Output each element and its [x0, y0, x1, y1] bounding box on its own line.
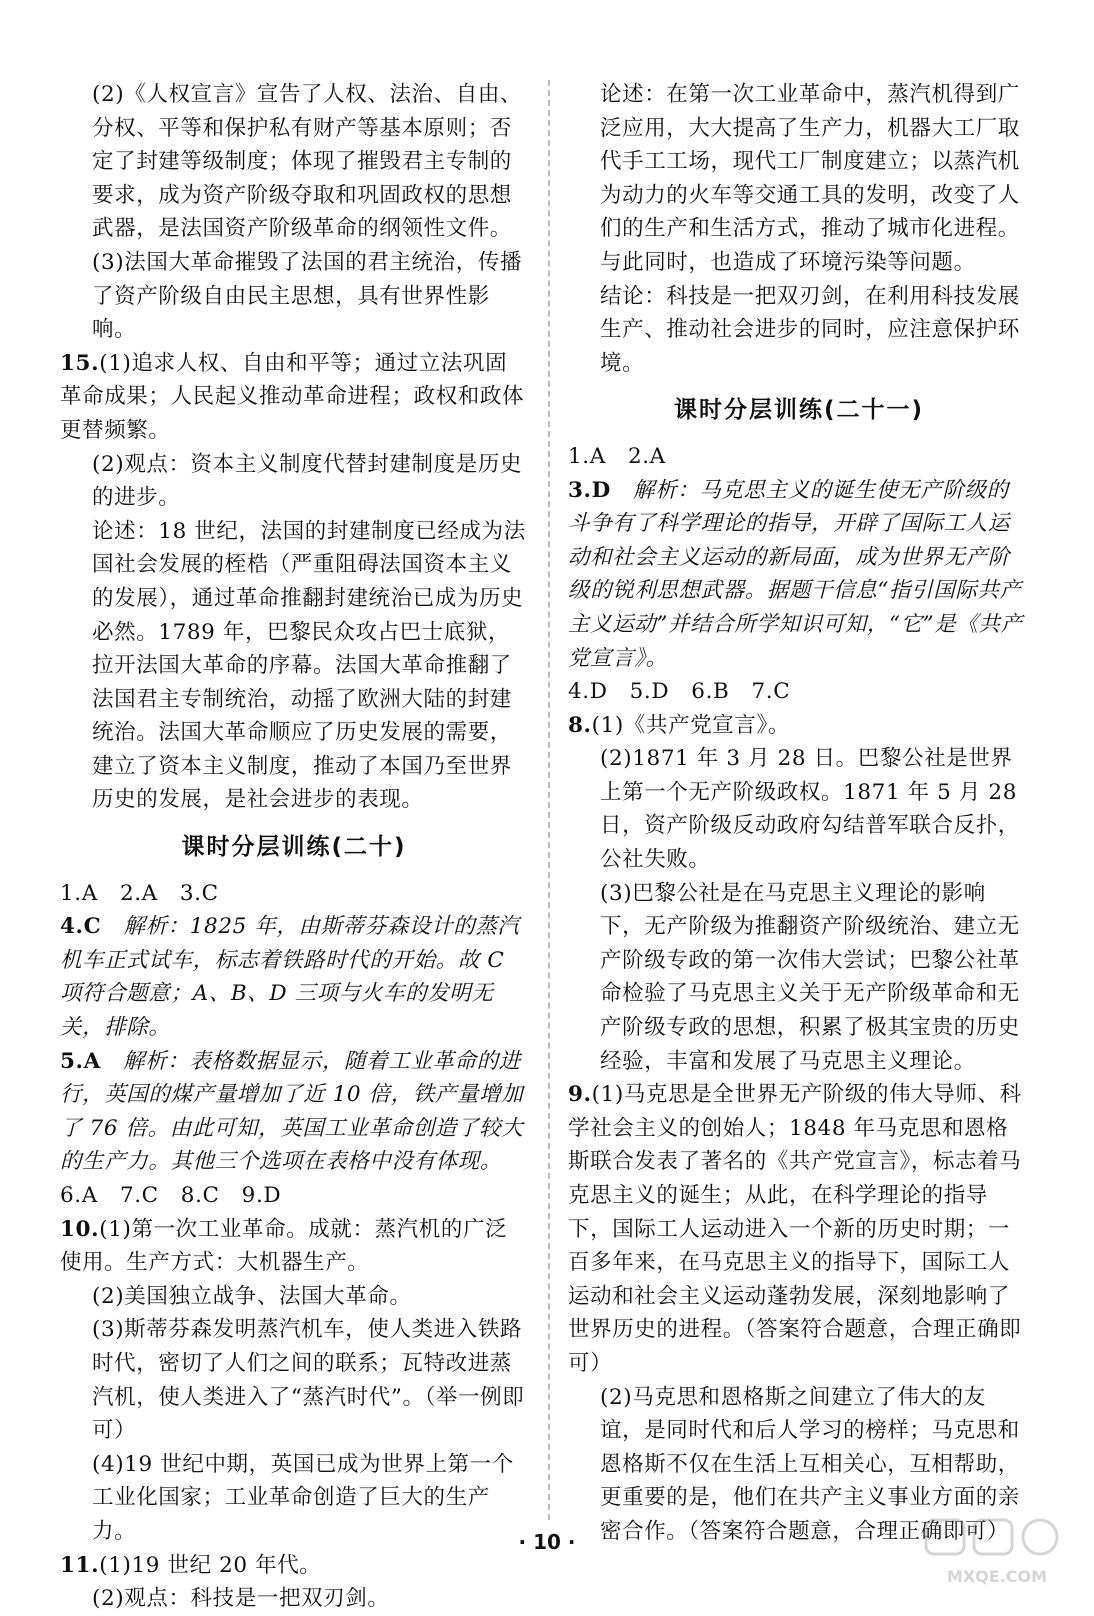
question-number: 15. [60, 350, 100, 376]
answer-paragraph [568, 1078, 1030, 1380]
answer-paragraph [60, 1045, 528, 1179]
question-number: 10. [60, 1216, 100, 1242]
left-column [60, 78, 528, 1616]
answer-paragraph [568, 709, 1030, 743]
answer-text: 1.A 2.A 3.C [60, 880, 219, 906]
question-number: 4.C [60, 914, 102, 940]
analysis-text: 解析：马克思主义的诞生使无产阶级的斗争有了科学理论的指导，开辟了国际工人运动和社会主义运动的新局面，成为世界无产阶级的锐利思想武器。据题干信息“指引国际共产主义运动”并结合所学知识可知，“它”是《共产党宣言》。 [568, 477, 1023, 671]
question-number: 3.D [568, 477, 611, 503]
section-title: 课时分层训练(二十) [181, 834, 407, 861]
answer-paragraph [568, 675, 1030, 709]
answer-paragraph [60, 448, 528, 515]
answer-text: (3)巴黎公社是在马克思主义理论的影响下，无产阶级为推翻资产阶级统治、建立无产阶级专政的第一次伟大尝试；巴黎公社革命检验了马克思主义关于无产阶级革命和无产阶级专政的思想，积累了极其宝贵的历史经验，丰富和发展了马克思主义理论。 [600, 880, 1020, 1074]
answer-text: 4.D 5.D 6.B 7.C [568, 679, 791, 705]
answer-paragraph [60, 1280, 528, 1314]
page-number: · 10 · [518, 1530, 576, 1554]
section-title: 课时分层训练(二十一) [673, 397, 925, 424]
answer-paragraph [568, 742, 1030, 876]
analysis-text: 解析：表格数据显示，随着工业革命的进行，英国的煤产量增加了近 10 倍，铁产量增加了 76 倍。由此可知，英国工业革命创造了较大的生产力。其他三个选项在表格中没有体现。 [60, 1048, 524, 1175]
answer-text: 结论：科技是一把双刃剑，在利用科技发展生产、推动社会进步的同时，应注意保护环境。 [600, 283, 1020, 376]
answer-text: (2)美国独立战争、法国大革命。 [92, 1283, 412, 1309]
answer-paragraph [568, 440, 1030, 474]
answer-text: (2)1871 年 3 月 28 日。巴黎公社是世界上第一个无产阶级政权。1871 年 5 月 28 日，资产阶级反动政府勾结普军联合反扑，公社失败。 [600, 746, 1020, 873]
answer-paragraph [60, 1179, 528, 1213]
answer-text: (1)追求人权、自由和平等；通过立法巩固革命成果；人民起义推动革命进程；政权和政体更替频繁。 [60, 350, 525, 443]
watermark-logo [922, 1516, 1072, 1590]
answer-paragraph [568, 474, 1030, 676]
answer-paragraph [60, 1213, 528, 1280]
answer-text: (1)《共产党宣言》。 [591, 712, 790, 738]
answer-paragraph [568, 877, 1030, 1079]
answer-paragraph [60, 1582, 528, 1616]
analysis-text: 解析：1825 年，由斯蒂芬森设计的蒸汽机车正式试车，标志着铁路时代的开始。故 C 项符合题意；A、B、D 三项与火车的发明无关，排除。 [60, 914, 520, 1041]
answer-paragraph [60, 910, 528, 1044]
answer-paragraph [60, 347, 528, 448]
right-column [568, 78, 1030, 1549]
watermark-text: MXQE.COM [946, 1567, 1048, 1586]
column-divider [548, 80, 550, 1520]
answer-paragraph [60, 515, 528, 817]
answer-text: 论述：18 世纪，法国的封建制度已经成为法国社会发展的桎梏（严重阻碍法国资本主义的发展），通过革命推翻封建统治已成为历史必然。1789 年，巴黎民众攻占巴士底狱，拉开法国大革命的序幕。法国大革命推翻了法国君主专制统治，动摇了欧洲大陆的封建统治。法国大革命顺应了历史发展的需要，建立了资本主义制度，推动了本国乃至世界历史的发展，是社会进步的表现。 [92, 518, 526, 813]
answer-paragraph [60, 246, 528, 347]
question-number: 9. [568, 1082, 592, 1108]
answer-paragraph [60, 1313, 528, 1447]
question-number: 11. [60, 1552, 100, 1578]
answer-text: (2)《人权宣言》宣告了人权、法治、自由、分权、平等和保护私有财产等基本原则；否定了封建等级制度；体现了摧毁君主专制的要求，成为资产阶级夺取和巩固政权的思想武器，是法国资产阶级革命的纲领性文件。 [92, 82, 523, 242]
answer-text: 1.A 2.A [568, 443, 666, 469]
answer-text: (3)斯蒂芬森发明蒸汽机车，使人类进入铁路时代，密切了人们之间的联系；瓦特改进蒸汽机，使人类进入了“蒸汽时代”。（举一例即可） [92, 1317, 525, 1444]
answer-text: (1)马克思是全世界无产阶级的伟大导师、科学社会主义的创始人；1848 年马克思和恩格斯联合发表了著名的《共产党宣言》，标志着马克思主义的诞生；从此，在科学理论的指导下，国际工人运动进入一个新的历史时期；一百多年来，在马克思主义的指导下，国际工人运动和社会主义运动蓬勃发展，深刻地影响了世界历史的进程。（答案符合题意，合理正确即可） [568, 1082, 1022, 1376]
answer-text: (2)马克思和恩格斯之间建立了伟大的友谊，是同时代和后人学习的榜样；马克思和恩格斯不仅在生活上互相关心，互相帮助，更重要的是，他们在共产主义事业方面的亲密合作。（答案符合题意，合理正确即可） [600, 1384, 1020, 1544]
answer-paragraph [568, 280, 1030, 381]
answer-paragraph [60, 78, 528, 246]
answer-text: (2)观点：科技是一把双刃剑。 [92, 1586, 390, 1612]
answer-text: (3)法国大革命摧毁了法国的君主统治，传播了资产阶级自由民主思想，具有世界性影响。 [92, 249, 523, 343]
question-number: 5.A [60, 1048, 101, 1074]
question-number: 8. [568, 712, 592, 738]
answer-paragraph [568, 78, 1030, 280]
answer-text: 论述：在第一次工业革命中，蒸汽机得到广泛应用，大大提高了生产力，机器大工厂取代手工工场，现代工厂制度建立；以蒸汽机为动力的火车等交通工具的发明，改变了人们的生产和生活方式，推动了城市化进程。与此同时，也造成了环境污染等问题。 [600, 82, 1020, 275]
answer-text: (4)19 世纪中期，英国已成为世界上第一个工业化国家；工业革命创造了巨大的生产力。 [92, 1451, 514, 1544]
answer-text: (2)观点：资本主义制度代替封建制度是历史的进步。 [92, 451, 523, 511]
answer-paragraph [60, 877, 528, 911]
answer-text: (1)第一次工业革命。成就：蒸汽机的广泛使用。生产方式：大机器生产。 [60, 1216, 508, 1276]
answer-text: (1)19 世纪 20 年代。 [99, 1552, 322, 1578]
answer-text: 6.A 7.C 8.C 9.D [60, 1183, 282, 1208]
